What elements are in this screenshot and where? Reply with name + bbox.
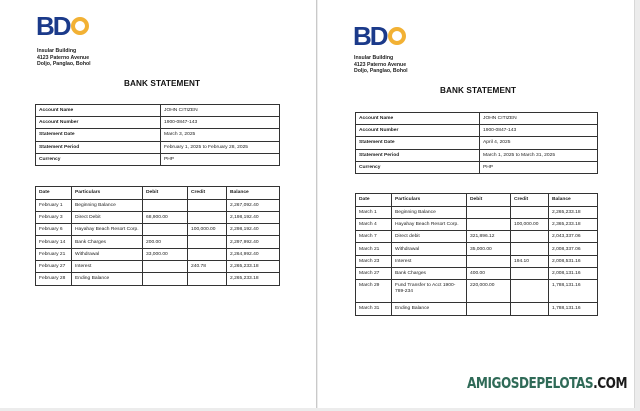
cell-debit — [467, 303, 511, 315]
info-row — [36, 105, 280, 117]
info-row — [36, 129, 280, 141]
cell-particulars: Bank Charges — [392, 267, 467, 279]
logo-letter-b: B — [353, 21, 370, 51]
table-row — [36, 211, 280, 223]
cell-debit: 68,900.00 — [143, 211, 188, 223]
cell-debit — [467, 206, 511, 218]
watermark — [467, 374, 627, 392]
col-header-credit: Credit — [188, 187, 227, 200]
info-row — [356, 149, 598, 161]
cell-credit: 240.78 — [188, 260, 227, 272]
logo-letter-d: D — [52, 11, 70, 41]
col-header-credit: Credit — [511, 194, 549, 207]
cell-debit — [143, 273, 188, 285]
cell-particulars: Direct Debit — [72, 211, 143, 223]
info-label: Account Number — [36, 117, 161, 129]
table-row — [356, 280, 598, 303]
cell-particulars: Beginning Balance — [392, 206, 467, 218]
info-row — [36, 141, 280, 153]
col-header-date: Date — [356, 194, 392, 207]
col-header-debit: Debit — [467, 194, 511, 207]
cell-date: March 1 — [356, 206, 392, 218]
cell-debit — [143, 224, 188, 236]
info-row — [356, 137, 598, 149]
cell-credit — [511, 243, 549, 255]
table-header-row — [36, 187, 280, 200]
cell-particulars: Bank Charges — [72, 236, 143, 248]
col-header-debit: Debit — [143, 187, 188, 200]
address-line: Doljo, Panglao, Bohol — [354, 68, 408, 75]
info-value: April 4, 2025 — [480, 137, 598, 149]
cell-debit: 200.00 — [143, 236, 188, 248]
cell-balance: 1,788,131.16 — [549, 303, 598, 315]
cell-particulars: Ending Balance — [392, 303, 467, 315]
cell-balance: 2,365,233.18 — [549, 218, 598, 230]
info-value: 1900-0847-143 — [480, 125, 598, 137]
cell-date: March 4 — [356, 218, 392, 230]
col-header-date: Date — [36, 187, 72, 200]
cell-particulars: Interest — [392, 255, 467, 267]
statement-title: BANK STATEMENT — [124, 79, 201, 88]
table-row — [36, 224, 280, 236]
bank-address — [37, 48, 91, 68]
table-row — [36, 273, 280, 285]
table-row — [356, 218, 598, 230]
table-row — [36, 199, 280, 211]
table-row — [356, 243, 598, 255]
address-line: Insular Building — [354, 55, 394, 61]
info-value: PHP — [480, 161, 598, 173]
col-header-balance: Balance — [549, 194, 598, 207]
logo-o-ring-icon — [71, 17, 89, 35]
table-row — [356, 255, 598, 267]
cell-particulars: Interest — [72, 260, 143, 272]
cell-credit: 100,000.00 — [188, 224, 227, 236]
table-row — [36, 248, 280, 260]
cell-date: February 1 — [36, 199, 72, 211]
statement-title: BANK STATEMENT — [440, 86, 517, 95]
info-label: Statement Period — [36, 141, 161, 153]
table-row — [36, 260, 280, 272]
logo-letter-d: D — [369, 21, 387, 51]
cell-debit: 35,000.00 — [467, 243, 511, 255]
statement-page-february — [0, 0, 317, 408]
cell-debit: 400.00 — [467, 267, 511, 279]
col-header-particulars: Particulars — [72, 187, 143, 200]
bdo-logo — [353, 21, 406, 51]
cell-debit: 220,000.00 — [467, 280, 511, 303]
bdo-logo — [36, 11, 89, 41]
cell-debit: 321,896.12 — [467, 231, 511, 243]
cell-date: March 21 — [356, 243, 392, 255]
info-row — [356, 113, 598, 125]
info-row — [36, 153, 280, 165]
transactions-table — [35, 186, 280, 286]
cell-debit: 33,000.00 — [143, 248, 188, 260]
account-info-table — [35, 104, 280, 166]
table-row — [356, 303, 598, 315]
cell-debit — [143, 199, 188, 211]
info-value: March 1, 2025 to March 31, 2025 — [480, 149, 598, 161]
info-label: Account Name — [356, 113, 480, 125]
cell-particulars: Direct debit — [392, 231, 467, 243]
transactions-table — [355, 193, 598, 316]
cell-date: March 27 — [356, 267, 392, 279]
cell-balance: 2,008,337.06 — [549, 243, 598, 255]
cell-date: March 7 — [356, 231, 392, 243]
cell-credit — [188, 248, 227, 260]
cell-particulars: Withdrawal — [392, 243, 467, 255]
cell-balance: 2,198,192.40 — [227, 211, 280, 223]
cell-particulars: Beginning Balance — [72, 199, 143, 211]
cell-date: February 21 — [36, 248, 72, 260]
cell-debit — [143, 260, 188, 272]
cell-balance: 2,008,131.16 — [549, 267, 598, 279]
cell-particulars: Withdrawal — [72, 248, 143, 260]
account-info-table — [355, 112, 598, 174]
table-row — [36, 236, 280, 248]
info-row — [36, 117, 280, 129]
cell-balance: 2,043,337.06 — [549, 231, 598, 243]
cell-debit — [467, 218, 511, 230]
info-value: JOHN CITIZEN — [480, 113, 598, 125]
cell-balance: 2,008,531.16 — [549, 255, 598, 267]
info-value: 1900-0847-143 — [161, 117, 280, 129]
cell-balance: 2,265,233.18 — [227, 273, 280, 285]
logo-letter-b: B — [36, 11, 53, 41]
cell-particulars: Fund Transfer to Acct 1900-789-234 — [392, 280, 467, 303]
cell-debit — [467, 255, 511, 267]
logo-o-ring-icon — [388, 27, 406, 45]
info-label: Statement Date — [356, 137, 480, 149]
table-header-row — [356, 194, 598, 207]
cell-date: February 28 — [36, 273, 72, 285]
cell-date: February 6 — [36, 224, 72, 236]
cell-balance: 2,265,233.18 — [227, 260, 280, 272]
info-value: PHP — [161, 153, 280, 165]
cell-credit — [188, 199, 227, 211]
info-label: Account Number — [356, 125, 480, 137]
cell-date: February 27 — [36, 260, 72, 272]
cell-credit — [188, 236, 227, 248]
cell-date: February 14 — [36, 236, 72, 248]
cell-date: February 3 — [36, 211, 72, 223]
cell-balance: 2,298,192.40 — [227, 224, 280, 236]
cell-balance: 1,788,131.16 — [549, 280, 598, 303]
cell-credit — [511, 206, 549, 218]
address-line: 4123 Paterno Avenue — [37, 54, 90, 61]
info-row — [356, 161, 598, 173]
info-label: Statement Date — [36, 129, 161, 141]
address-line: Insular Building — [37, 48, 77, 54]
statement-page-march — [318, 0, 635, 408]
address-line: Doljo, Panglao, Bohol — [37, 61, 91, 68]
table-row — [356, 206, 598, 218]
info-label: Account Name — [36, 105, 161, 117]
cell-credit — [188, 273, 227, 285]
address-line: 4123 Paterno Avenue — [354, 61, 407, 68]
cell-credit: 194.10 — [511, 255, 549, 267]
bank-address — [354, 55, 408, 75]
watermark-domain: .COM — [593, 374, 628, 392]
info-value: March 3, 2025 — [161, 129, 280, 141]
info-label: Statement Period — [356, 149, 480, 161]
cell-balance: 2,264,992.40 — [227, 248, 280, 260]
cell-balance: 2,267,092.40 — [227, 199, 280, 211]
cell-credit — [511, 303, 549, 315]
cell-particulars: Hayahay Beach Resort Corp. — [72, 224, 143, 236]
cell-credit — [511, 280, 549, 303]
cell-date: March 31 — [356, 303, 392, 315]
cell-credit — [511, 267, 549, 279]
info-value: JOHN CITIZEN — [161, 105, 280, 117]
col-header-balance: Balance — [227, 187, 280, 200]
cell-balance: 2,265,233.18 — [549, 206, 598, 218]
cell-date: March 23 — [356, 255, 392, 267]
table-row — [356, 231, 598, 243]
cell-particulars: Hayahay Beach Resort Corp. — [392, 218, 467, 230]
cell-credit: 100,000.00 — [511, 218, 549, 230]
cell-particulars: Ending Balance — [72, 273, 143, 285]
cell-credit — [188, 211, 227, 223]
cell-credit — [511, 231, 549, 243]
watermark-name: AMIGOSDEPELOTAS — [467, 374, 594, 392]
info-row — [356, 125, 598, 137]
info-value: February 1, 2025 to February 28, 2025 — [161, 141, 280, 153]
info-label: Currency — [36, 153, 161, 165]
table-row — [356, 267, 598, 279]
cell-date: March 29 — [356, 280, 392, 303]
col-header-particulars: Particulars — [392, 194, 467, 207]
info-label: Currency — [356, 161, 480, 173]
cell-balance: 2,297,992.40 — [227, 236, 280, 248]
